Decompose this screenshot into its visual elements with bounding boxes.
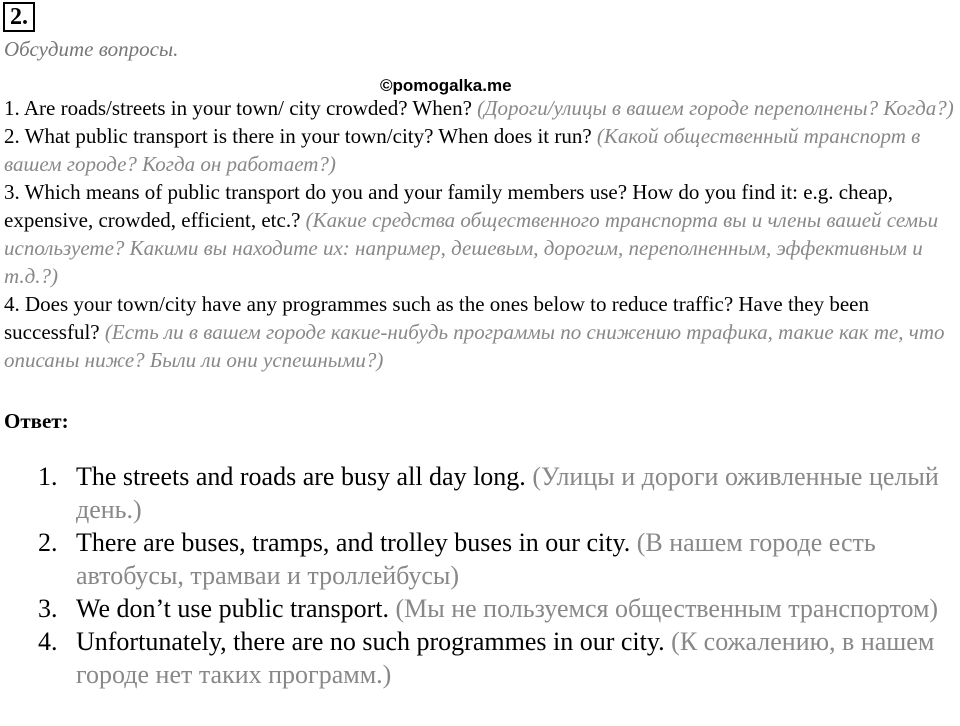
answer-translation: (Мы не пользуемся общественным транспортом): [395, 594, 939, 623]
question-item: [4, 122, 954, 178]
answer-translation: (В нашем городе есть автобусы, трамваи и троллейбусы): [76, 528, 876, 590]
answer-translation: (К сожалению, в нашем городе нет таких программ.): [76, 627, 935, 689]
question-english: 4. Does your town/city have any programmes such as the ones below to reduce traffic? Have they been successful?: [4, 292, 869, 344]
answer-translation: (Улицы и дороги оживленные целый день.): [76, 462, 939, 524]
answer-item: [38, 592, 953, 625]
answer-number: 3.: [38, 594, 58, 623]
question-english: 1. Are roads/streets in your town/ city crowded? When?: [4, 96, 472, 120]
answer-english: We don’t use public transport.: [76, 594, 389, 623]
question-item: [4, 178, 954, 290]
question-item: [4, 94, 954, 122]
answer-english: There are buses, tramps, and trolley buses in our city.: [76, 528, 631, 557]
question-translation: (Есть ли в вашем городе какие-нибудь программы по снижению трафика, такие как те, что описаны ниже? Были ли они успешными?): [4, 320, 945, 372]
watermark: ©pomogalka.me: [380, 76, 512, 95]
question-english: 2. What public transport is there in your town/city? When does it run?: [4, 124, 592, 148]
answer-number: 4.: [38, 627, 58, 656]
answer-item: [38, 526, 953, 592]
instruction-text: Обсудите вопросы.: [4, 37, 179, 61]
answer-heading: Ответ:: [4, 409, 69, 433]
answers-list: [38, 460, 953, 691]
answer-item: [38, 460, 953, 526]
question-item: [4, 290, 954, 374]
questions-block: [4, 94, 954, 374]
question-translation: (Дороги/улицы в вашем городе переполнены? Когда?): [477, 96, 954, 120]
answer-english: Unfortunately, there are no such programmes in our city.: [76, 627, 665, 656]
question-english: 3. Which means of public transport do you and your family members use? How do you find it: e.g. cheap, expensive, crowded, efficient, etc.?: [4, 180, 893, 232]
exercise-number-box: 2.: [3, 2, 35, 32]
question-translation: (Какие средства общественного транспорта вы и члены вашей семьи используете? Какими вы находите их: например, дешевым, дорогим, переполненным, эффективным и т.д.?): [4, 208, 939, 288]
answer-number: 1.: [38, 462, 58, 491]
question-translation: (Какой общественный транспорт в вашем городе? Когда он работает?): [4, 124, 921, 176]
answer-item: [38, 625, 953, 691]
answer-english: The streets and roads are busy all day long.: [76, 462, 526, 491]
answer-number: 2.: [38, 528, 58, 557]
